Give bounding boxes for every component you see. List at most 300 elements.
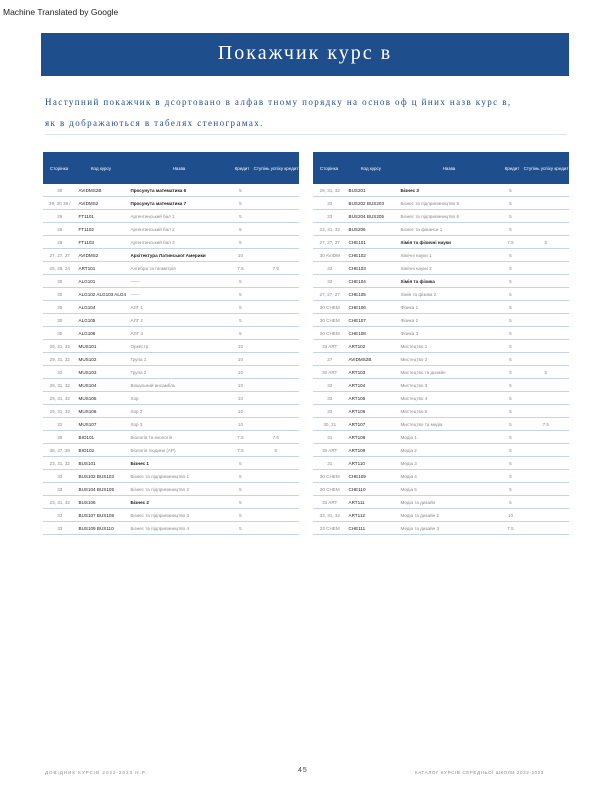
cell-success-credit	[253, 474, 299, 478]
cell-page: 30	[57, 330, 63, 336]
table-row	[313, 509, 569, 522]
cell-title: Медіа та дизайн	[400, 499, 436, 505]
table-row	[43, 210, 299, 223]
cell-title: АЛГ 2	[130, 317, 143, 323]
cell-title: Медіа 4	[400, 473, 417, 479]
cell-page: 33	[57, 486, 63, 492]
table-row	[43, 457, 299, 470]
cell-title: Медіа та дизайн 3	[400, 525, 440, 531]
cell-title: АЛГ 1	[130, 304, 143, 310]
cell-code: MUS103	[78, 369, 97, 375]
header-credit: Кредит	[504, 165, 520, 171]
cell-credit: 5	[509, 421, 512, 427]
cell-title: Бізнес та підприємництво 1	[130, 473, 190, 479]
cell-credit: 5	[239, 486, 242, 492]
table-row	[313, 522, 569, 535]
table-row	[43, 314, 299, 327]
cell-success-credit	[253, 227, 299, 231]
cell-code: ALG106	[78, 330, 96, 336]
cell-page: 23, 31, 32	[49, 499, 70, 505]
cell-credit: 5	[239, 460, 242, 466]
cell-success-credit	[253, 396, 299, 400]
cell-code: ART107	[348, 421, 366, 427]
table-row	[313, 184, 569, 197]
cell-title: Хімія та фізичні науки	[400, 239, 451, 245]
cell-success-credit	[523, 500, 569, 504]
cell-page: 30 ART	[322, 447, 338, 453]
cell-success-credit	[523, 227, 569, 231]
cell-credit: 5	[239, 187, 242, 193]
table-row	[313, 470, 569, 483]
cell-success-credit	[523, 409, 569, 413]
cell-success-credit	[523, 305, 569, 309]
cell-code: ART109	[348, 447, 366, 453]
cell-code: BUS201	[348, 187, 366, 193]
cell-success-credit	[253, 240, 299, 244]
cell-title: Мистецтво 3	[400, 382, 428, 388]
cell-page: 31	[327, 460, 333, 466]
cell-credit: 5	[509, 291, 512, 297]
cell-credit: 10	[237, 369, 244, 375]
cell-credit: 10	[237, 382, 244, 388]
cell-page: 26	[57, 239, 63, 245]
header-code: Код курсу	[90, 165, 112, 171]
table-row	[313, 418, 569, 431]
cell-credit: 5	[239, 499, 242, 505]
cell-code: BUS106	[78, 499, 96, 505]
cell-page: 27, 27, 27	[319, 291, 340, 297]
cell-page: 33 ART	[322, 343, 338, 349]
table-row	[313, 366, 569, 379]
table-row	[313, 262, 569, 275]
cell-title: Бізнес та підприємництво 4	[130, 525, 190, 531]
cell-page: 33 ART	[322, 499, 338, 505]
cell-success-credit	[253, 279, 299, 283]
table-row	[313, 236, 569, 249]
cell-success-credit	[523, 526, 569, 530]
cell-success-credit	[523, 383, 569, 387]
cell-title: Бізнес та підприємництво 3	[130, 512, 190, 518]
cell-code: FT1101	[78, 213, 94, 219]
table-row	[43, 483, 299, 496]
cell-title: Алгебра та геометрія	[130, 265, 176, 271]
cell-credit: 5	[239, 213, 242, 219]
table-row	[43, 327, 299, 340]
cell-code: ART102	[348, 343, 366, 349]
cell-credit: 5	[509, 460, 512, 466]
table-row	[313, 288, 569, 301]
cell-page: 33	[57, 512, 63, 518]
cell-page: 33	[327, 408, 333, 414]
cell-title: Мистецтво 5	[400, 408, 428, 414]
table-row	[313, 496, 569, 509]
table-row	[43, 509, 299, 522]
cell-title: ——	[130, 291, 140, 297]
footer-right-text: КАТАЛОГ КУРСІВ СЕРЕДНЬОЇ ШКОЛИ 2022-2023	[415, 770, 544, 775]
cell-credit: 10	[237, 395, 244, 401]
cell-success-credit	[523, 292, 569, 296]
cell-page: 33	[327, 382, 333, 388]
page-title: Покажчик курс в	[217, 42, 393, 64]
cell-credit: 5	[239, 278, 242, 284]
cell-page: 30 ART	[322, 369, 338, 375]
cell-title: ——	[130, 278, 140, 284]
table-row	[43, 249, 299, 262]
cell-code: BUS204 BUS205	[348, 213, 384, 219]
table-row	[43, 236, 299, 249]
cell-page: 27	[327, 356, 333, 362]
cell-credit: 5	[239, 304, 242, 310]
cell-page: 30	[57, 278, 63, 284]
cell-title: Медіа 2	[400, 447, 417, 453]
cell-page: 36	[57, 434, 63, 440]
table-row	[43, 353, 299, 366]
cell-success-credit	[523, 279, 569, 283]
cell-success-credit	[253, 409, 299, 413]
cell-title: Бізнес та підприємництво 2	[130, 486, 190, 492]
header-success-credit: Ступінь успіху кредит	[523, 165, 569, 171]
cell-page: 39	[57, 187, 63, 193]
cell-page: 30 AVIDM	[319, 252, 340, 258]
table-row	[43, 223, 299, 236]
cell-page: 30 CHEM	[319, 486, 340, 492]
cell-success-credit	[253, 461, 299, 465]
cell-credit: 5	[239, 200, 242, 206]
cell-credit: 5	[239, 317, 242, 323]
table-row	[43, 301, 299, 314]
cell-credit: 5	[509, 187, 512, 193]
cell-title: Медіа 3	[400, 460, 417, 466]
cell-title: Бізнес та підприємництво 6	[400, 213, 460, 219]
cell-success-credit	[253, 214, 299, 218]
cell-credit: 5	[509, 395, 512, 401]
cell-credit: 7.5	[237, 265, 244, 271]
cell-page: 29, 31, 32	[49, 382, 70, 388]
cell-success-credit	[253, 526, 299, 530]
cell-title: АЛГ 3	[130, 330, 143, 336]
cell-credit: 5	[239, 525, 242, 531]
intro-divider	[45, 134, 567, 135]
cell-success-credit	[523, 513, 569, 517]
cell-success-credit	[253, 513, 299, 517]
cell-code: MUS105	[78, 395, 97, 401]
cell-page: 23, 31, 32	[49, 460, 70, 466]
cell-code: BUS101	[78, 460, 96, 466]
cell-success-credit	[253, 357, 299, 361]
cell-page: 27, 27, 27	[49, 252, 70, 258]
cell-title: Просунута математика 7	[130, 200, 187, 206]
cell-code: BUS202 BUS203	[348, 200, 384, 206]
cell-credit: 7.5	[237, 447, 244, 453]
cell-code: MUS102	[78, 356, 97, 362]
cell-code: AVIDMS2	[78, 200, 99, 206]
cell-title: Мистецтво 4	[400, 395, 428, 401]
intro-line-1: Наступний покажчик в дсортовано в алфав тному порядку на основ оф ц йних назв курс в,	[45, 97, 512, 107]
cell-page: 39, 30 39 /	[48, 200, 71, 206]
cell-page: 33	[327, 213, 333, 219]
cell-success-credit	[523, 435, 569, 439]
cell-code: ALG104	[78, 304, 96, 310]
cell-success-credit	[523, 344, 569, 348]
cell-page: 27, 27, 27	[319, 239, 340, 245]
cell-success-credit: 5	[544, 369, 548, 375]
table-row	[43, 288, 299, 301]
cell-credit: 5	[239, 473, 242, 479]
header-page: Сторінка	[49, 165, 69, 171]
cell-success-credit	[523, 188, 569, 192]
cell-page: 30 CHEM	[319, 473, 340, 479]
cell-success-credit: 5	[274, 447, 278, 453]
cell-success-credit	[523, 396, 569, 400]
cell-code: ART111	[348, 499, 365, 505]
cell-success-credit	[253, 500, 299, 504]
cell-credit: 5	[509, 382, 512, 388]
cell-credit: 5	[509, 499, 512, 505]
cell-code: CHE108	[348, 330, 366, 336]
cell-credit: 5	[509, 304, 512, 310]
cell-title: Група 2	[130, 369, 147, 375]
cell-code: CHE102	[348, 252, 366, 258]
cell-success-credit	[523, 474, 569, 478]
cell-success-credit	[253, 188, 299, 192]
cell-code: CHE101	[348, 239, 366, 245]
cell-success-credit	[253, 370, 299, 374]
cell-success-credit: 7.5	[272, 265, 279, 271]
table-row	[313, 483, 569, 496]
cell-page: 30	[57, 304, 63, 310]
cell-page: 29, 31, 32	[319, 187, 340, 193]
cell-credit: 5	[239, 239, 242, 245]
cell-page: 33, 31, 32	[319, 512, 340, 518]
header-success-credit: Ступінь успіху кредит	[253, 165, 299, 171]
cell-page: 33	[327, 265, 333, 271]
cell-page: 30 CHEM	[319, 330, 340, 336]
cell-page: 33	[57, 525, 63, 531]
cell-code: AVIDMS2B	[78, 187, 102, 193]
cell-success-credit: 5	[544, 239, 548, 245]
cell-title: Бізнес 3	[400, 187, 419, 193]
cell-code: CHE107	[348, 317, 366, 323]
header-page: Сторінка	[319, 165, 339, 171]
cell-success-credit	[523, 253, 569, 257]
cell-code: CHE106	[348, 304, 366, 310]
table-row	[43, 340, 299, 353]
cell-code: ALG105	[78, 317, 96, 323]
cell-page: 31	[327, 434, 333, 440]
cell-code: ALG101	[78, 278, 96, 284]
cell-credit: 5	[239, 512, 242, 518]
cell-credit: 10	[237, 408, 244, 414]
table-row	[43, 470, 299, 483]
cell-title: Біологія людини (AP)	[130, 447, 176, 453]
cell-code: ART112	[348, 512, 365, 518]
cell-page: 29, 31, 32	[49, 356, 70, 362]
cell-code: MUS104	[78, 382, 97, 388]
cell-code: AVIDMS2	[78, 252, 99, 258]
cell-success-credit	[523, 214, 569, 218]
cell-credit: 5	[509, 369, 512, 375]
cell-code: ART101	[78, 265, 96, 271]
cell-title: Бізнес 1	[130, 460, 149, 466]
cell-code: BUS102 BUS103	[78, 473, 114, 479]
cell-code: CHE110	[348, 486, 366, 492]
cell-credit: 7.5	[237, 434, 244, 440]
cell-title: Мистецтво та дизайн	[400, 369, 446, 375]
table-row	[313, 457, 569, 470]
table-row	[43, 379, 299, 392]
table-row	[313, 392, 569, 405]
cell-title: Біологія та екологія	[130, 434, 173, 440]
footer-left-text: ДОВІДНИК КУРСІВ 2022-2023 Н.Р.	[45, 770, 148, 775]
table-row	[43, 431, 299, 444]
cell-credit: 5	[509, 278, 512, 284]
table-row	[313, 223, 569, 236]
table-row	[313, 340, 569, 353]
table-row	[43, 275, 299, 288]
cell-credit: 5	[509, 213, 512, 219]
cell-success-credit	[253, 344, 299, 348]
table-row	[43, 444, 299, 457]
cell-title: Бізнес 2	[130, 499, 149, 505]
cell-code: CHE105	[348, 291, 366, 297]
cell-success-credit	[523, 461, 569, 465]
cell-credit: 5	[239, 291, 242, 297]
cell-credit: 5	[509, 226, 512, 232]
cell-success-credit	[253, 318, 299, 322]
table-row	[43, 522, 299, 535]
cell-credit: 5	[509, 434, 512, 440]
table-row	[313, 405, 569, 418]
cell-title: Хор 3	[130, 421, 143, 427]
cell-title: Хор 2	[130, 408, 143, 414]
cell-title: Бізнес та фінанси 1	[400, 226, 443, 232]
table-body	[43, 184, 299, 535]
page-number: 45	[298, 767, 308, 774]
table-row	[313, 210, 569, 223]
cell-credit: 5	[509, 200, 512, 206]
cell-title: Мистецтво та медіа	[400, 421, 443, 427]
cell-code: ART103	[348, 369, 366, 375]
header-title: Назва	[172, 165, 186, 171]
cell-page: 32	[57, 421, 63, 427]
cell-success-credit	[253, 305, 299, 309]
cell-success-credit	[253, 253, 299, 257]
cell-code: CHE109	[348, 473, 366, 479]
table-row	[43, 366, 299, 379]
cell-page: 30 CHEM	[319, 317, 340, 323]
machine-translation-label: Machine Translated by Google	[3, 7, 119, 17]
cell-success-credit	[523, 266, 569, 270]
cell-credit: 5	[509, 356, 512, 362]
cell-page: 30, 31	[323, 421, 337, 427]
course-index-table-left	[43, 152, 299, 535]
cell-credit: 5	[509, 317, 512, 323]
cell-code: ART108	[348, 434, 366, 440]
header-credit: Кредит	[234, 165, 250, 171]
cell-page: 29, 31, 32	[49, 408, 70, 414]
cell-code: BIO102	[78, 447, 95, 453]
cell-success-credit	[523, 487, 569, 491]
table-row	[313, 197, 569, 210]
cell-page: 33	[327, 278, 333, 284]
table-row	[43, 496, 299, 509]
cell-page: 29, 31, 32	[49, 395, 70, 401]
cell-title: Фізика 1	[400, 304, 419, 310]
cell-page: 25, 39, 24	[49, 265, 70, 271]
intro-line-2: як в дображаються в табелях стенограмах.	[45, 118, 264, 128]
table-row	[43, 262, 299, 275]
cell-credit: 5	[509, 265, 512, 271]
table-body	[313, 184, 569, 535]
cell-code: CHE103	[348, 265, 366, 271]
cell-success-credit	[523, 318, 569, 322]
cell-page: 32	[57, 369, 63, 375]
cell-credit: 5	[509, 343, 512, 349]
cell-credit: 5	[509, 486, 512, 492]
cell-credit: 10	[237, 356, 244, 362]
cell-page: 33 CHEM	[319, 525, 340, 531]
cell-code: BUS107 BUS108	[78, 512, 114, 518]
cell-success-credit: 7.5	[272, 434, 279, 440]
cell-credit: 5	[239, 330, 242, 336]
cell-page: 26	[57, 213, 63, 219]
course-index-table-right	[313, 152, 569, 535]
cell-title: Фізика 2	[400, 317, 419, 323]
cell-code: CHE111	[348, 525, 366, 531]
cell-credit: 7.5	[507, 525, 514, 531]
cell-credit: 5	[509, 408, 512, 414]
cell-success-credit	[523, 331, 569, 335]
cell-code: ART105	[348, 395, 366, 401]
cell-success-credit	[253, 331, 299, 335]
cell-title: Аргентинський бал 3	[130, 239, 175, 245]
cell-page: 29, 31, 32	[49, 343, 70, 349]
cell-code: BUS104 BUS105	[78, 486, 114, 492]
cell-title: Мистецтво 2	[400, 356, 428, 362]
cell-page: 33	[57, 473, 63, 479]
cell-code: ART106	[348, 408, 366, 414]
cell-page: 36, 37, 38	[49, 447, 70, 453]
cell-code: AVIDMS2B	[348, 356, 372, 362]
cell-code: BUS206	[348, 226, 366, 232]
cell-code: MUS106	[78, 408, 97, 414]
cell-page: 30	[57, 317, 63, 323]
cell-title: Група 1	[130, 356, 147, 362]
cell-page: 30	[57, 291, 63, 297]
cell-credit: 10	[507, 512, 514, 518]
table-row	[313, 327, 569, 340]
cell-title: Медіа 5	[400, 486, 417, 492]
cell-credit: 10	[237, 421, 244, 427]
cell-title: Вокальний ансамбль	[130, 382, 176, 388]
cell-success-credit: 7.5	[542, 421, 549, 427]
table-row	[313, 353, 569, 366]
cell-title: Хор	[130, 395, 139, 401]
table-row	[313, 275, 569, 288]
cell-credit: 5	[509, 330, 512, 336]
table-row	[313, 379, 569, 392]
cell-success-credit	[523, 448, 569, 452]
cell-title: Хімія та фізика	[400, 278, 435, 284]
cell-page: 33	[327, 395, 333, 401]
cell-success-credit	[253, 383, 299, 387]
cell-code: BUS109 BUS110	[78, 525, 114, 531]
cell-code: ART110	[348, 460, 365, 466]
cell-title: Хімія та фізика 2	[400, 291, 437, 297]
cell-code: MUS107	[78, 421, 97, 427]
cell-page: 30 CHEM	[319, 304, 340, 310]
cell-title: Просунута математика 6	[130, 187, 187, 193]
